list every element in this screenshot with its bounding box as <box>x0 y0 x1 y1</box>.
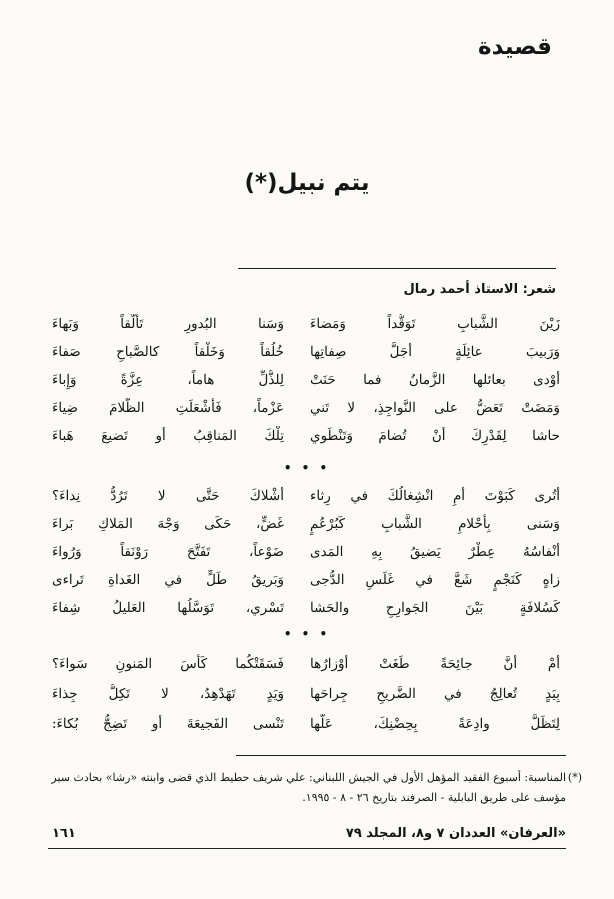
verse-1-4-right: وَمَضَتْ تَعَضُّ على النَّواجِذِ، لا تَني <box>310 400 560 416</box>
stanza-separator-1: • • • <box>283 461 331 475</box>
verse-1-3-right: أَوْدى بعائلها الزَّمانُ فما حَنَتْ <box>310 372 560 388</box>
verse-2-3-left: ضَوْعاً، تَفَتَّحَ رَوْنَقاً وَرُواءَ <box>52 544 284 560</box>
verse-2-4-right: زاهٍ كَنَجْمٍ شَعَّ في غَلَسِ الدُّجى <box>310 572 560 588</box>
verse-2-1-left: أَشْلاكَ حَتَّى لا تَرُدُّ نِداءَ؟ <box>52 488 284 504</box>
verse-2-2-left: غَضٍّ، حَكَى وَجْهَ المَلاكِ بَراءَ <box>52 516 284 532</box>
footnote-marker: (*) <box>567 771 582 784</box>
verse-3-3-left: تَنْسى الفَجيعَةَ أو تَضِجُّ بُكاءَ: <box>52 716 284 732</box>
verse-1-5-left: تِلْكَ المَناقِبُ أو تَضيعَ هَباءَ <box>52 428 284 444</box>
verse-1-2-right: وَرَبيبَ عائِلَةٍ أَجَلَّ صِفاتِها <box>310 344 560 360</box>
verse-2-4-left: وَبَريقُ طَلٍّ في الغَداةِ تَراءى <box>52 572 284 588</box>
verse-2-1-right: أَتُرى كَبَوْتَ أَمِ انْشِغالُكَ في رِثاء <box>310 488 560 504</box>
stanza-separator-2: • • • <box>283 627 331 641</box>
verse-1-1-right: زَيْنَ الشَّبابِ تَوَقُّداً وَمَضاءَ <box>310 316 560 332</box>
verse-3-2-left: وَيَدٍ تَهَدْهِدُ، لا تَكِلُّ جِذاءَ <box>52 686 284 702</box>
verse-1-3-left: لِلذُّلِّ هاماً، عِزَّةً وَإِباءَ <box>52 372 284 388</box>
verse-3-1-right: أَمْ أَنَّ جائِحَةً طَغَتْ أَوْزارُها <box>310 656 560 672</box>
section-label: قصيدة <box>478 34 552 60</box>
footnote-text: المناسبة: أسبوع الفقيد المؤهل الأول في الجيش اللبناني: علي شريف حطيط الذي قضى وابنته «رشا» بحادث سير مؤسف على طريق البابلية - الصرفند بتاريخ ٢٦ - ٨ - ١٩٩٥. <box>51 771 566 804</box>
verse-1-2-left: خُلُقاً وَخَلْقاً كالصَّباحِ صَفاءَ <box>52 344 284 360</box>
verse-1-5-right: حاشا لِقَدْرِكَ أَنْ تُضامَ وَتَنْطَوي <box>310 428 560 444</box>
verse-3-1-left: فَسَقَتْكُما كَأْسَ المَنونِ سَواءَ؟ <box>52 656 284 672</box>
verse-2-5-left: تَسْري، تَوَسَّلُها العَليلُ شِفاءَ <box>52 600 284 616</box>
verse-2-2-right: وَسَنى بِأَحْلامِ الشَّبابِ كَبُرْعُمٍ <box>310 516 560 532</box>
verse-1-1-left: وَسَنا البُدورِ تَأَلُّقاً وَبَهاءَ <box>52 316 284 332</box>
footer-rule <box>48 848 566 849</box>
footer-journal: «العرفان» العددان ٧ و٨، المجلد ٧٩ <box>345 826 566 841</box>
page-number: ١٦١ <box>52 826 76 841</box>
footnote-rule <box>236 755 566 756</box>
verse-2-3-right: أَنْفاسُهُ عِطْرٌ يَضيقُ بِهِ المَدى <box>310 544 560 560</box>
verse-3-3-right: لِتَظَلَّ وادِعَةً بِحِضْنِكَ، عَلَّها <box>310 716 560 732</box>
byline: شعر: الاستاذ أحمد رمال <box>403 282 556 297</box>
footnote <box>46 768 582 808</box>
verse-2-5-right: كَسُلافَةٍ بَيْنَ الجَوارِحِ والحَشا <box>310 600 560 616</box>
verse-3-2-right: بِيَدٍ تُعالِجُ في الضَّريحِ جِراحَها <box>310 686 560 702</box>
poem-title: يتم نبيل(*) <box>244 170 370 196</box>
verse-1-4-left: عَزْماً، فَأَشْعَلَتِ الظَّلامَ ضِياءَ <box>52 400 284 416</box>
byline-rule <box>238 268 556 269</box>
